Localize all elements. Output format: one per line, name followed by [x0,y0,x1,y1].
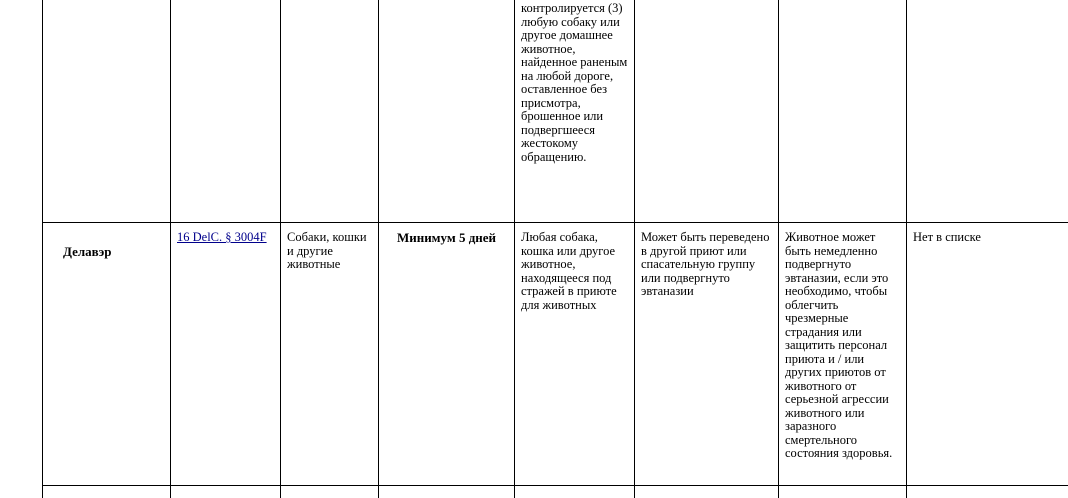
transfer-cell [635,486,779,498]
statute-citation-link[interactable]: 16 DelC. § 3004F [177,231,274,245]
definition-cell [515,486,635,498]
notes-text: Нет в списке [913,231,1062,245]
holding-period-cell [379,0,515,223]
transfer-cell [635,223,779,486]
definition-text: Любая собака, кошка или другое животное, находящееся под стражей в приюте для животных [521,231,628,312]
state-cell [43,223,171,486]
state-name-label: Делавэр [49,231,164,259]
animals-covered-cell [281,0,379,223]
definition-cell [515,0,635,223]
animals-covered-text: Собаки, кошки и другие животные [287,231,372,272]
table-row [43,0,1068,223]
transfer-text: Может быть переведено в другой приют или спасательную группу или подвергнуто эвтаназии [641,231,772,299]
definition-text: контролируется (3) любую собаку или другое домашнее животное, найденное раненым на любой дороге, оставленное без присмотра, брошенное или подвергшееся жестокому обращению. [521,2,628,164]
animals-covered-cell [281,486,379,498]
holding-period-text: Минимум 5 дней [385,231,508,245]
transfer-cell [635,0,779,223]
notes-cell [907,223,1068,486]
citation-cell [171,223,281,486]
euthanasia-cell [779,223,907,486]
table-row-partial [43,486,1068,498]
holding-period-cell [379,223,515,486]
holding-period-cell [379,486,515,498]
state-cell [43,0,171,223]
notes-cell [907,486,1068,498]
euthanasia-cell [779,486,907,498]
definition-cell [515,223,635,486]
state-cell [43,486,171,498]
citation-cell [171,486,281,498]
citation-cell [171,0,281,223]
table-row [43,223,1068,486]
notes-cell [907,0,1068,223]
animals-covered-cell [281,223,379,486]
euthanasia-cell [779,0,907,223]
legal-comparison-table [42,0,1068,498]
euthanasia-text: Животное может быть немедленно подвергнуто эвтаназии, если это необходимо, чтобы облегчить чрезмерные страдания или защитить персонал приюта и / или других приютов от животного от серьезной агрессии животного или заразного смертельного состояния здоровья. [785,231,900,461]
